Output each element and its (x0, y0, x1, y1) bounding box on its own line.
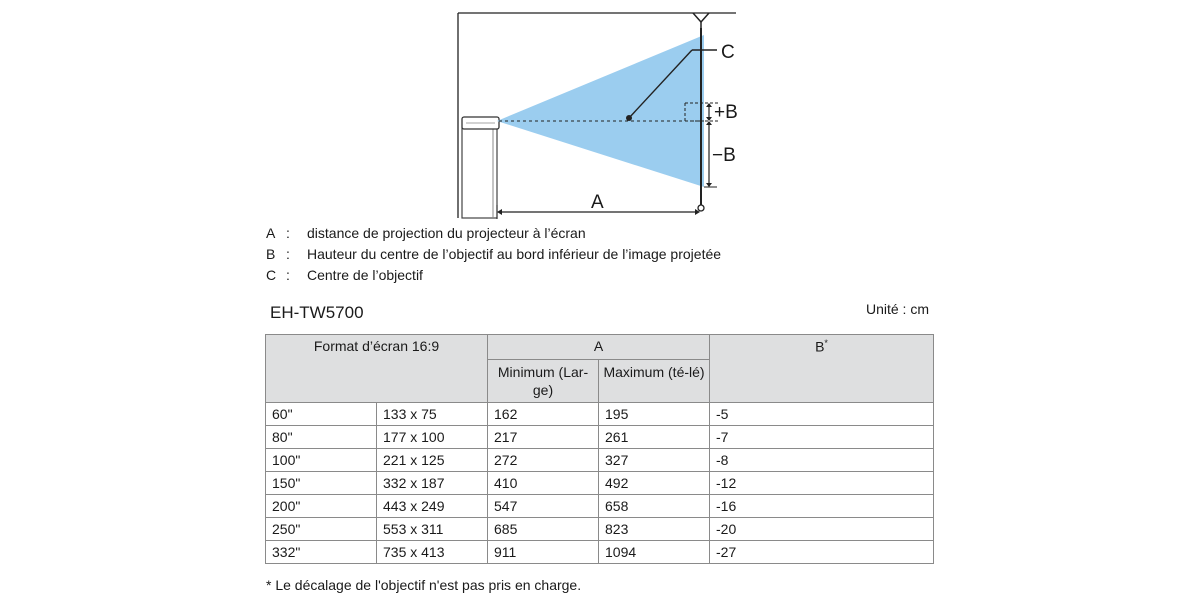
diagram-legend (266, 223, 721, 286)
cell-dimensions: 443 x 249 (377, 495, 488, 518)
cell-offset-b: -16 (710, 495, 934, 518)
cell-minimum: 410 (488, 472, 599, 495)
table-row (266, 518, 934, 541)
header-minimum: Minimum (Lar-ge) (488, 360, 599, 403)
header-screen-format: Format d’écran 16:9 (266, 335, 488, 403)
cell-dimensions: 553 x 311 (377, 518, 488, 541)
legend-letter: A (266, 225, 276, 241)
label-b-plus: +B (714, 102, 738, 123)
model-title: EH-TW5700 (270, 303, 364, 322)
cell-minimum: 272 (488, 449, 599, 472)
legend-separator: : (286, 225, 290, 241)
cell-size: 200" (266, 495, 377, 518)
legend-text: Hauteur du centre de l’objectif au bord inférieur de l’image projetée (307, 246, 722, 262)
legend-letter: C (266, 267, 277, 283)
table-row (266, 472, 934, 495)
plus-b-arrow (706, 103, 712, 121)
cell-offset-b: -20 (710, 518, 934, 541)
unit-label: Unité : cm (865, 301, 929, 317)
cell-minimum: 162 (488, 403, 599, 426)
label-b-minus: −B (712, 145, 736, 166)
projection-beam (497, 35, 704, 187)
projector-stand (462, 128, 497, 218)
cell-offset-b: -8 (710, 449, 934, 472)
cell-maximum: 492 (599, 472, 710, 495)
cell-minimum: 217 (488, 426, 599, 449)
label-c: C (721, 42, 735, 63)
cell-dimensions: 332 x 187 (377, 472, 488, 495)
table-row (266, 541, 934, 564)
legend-separator: : (286, 246, 290, 262)
cell-offset-b: -5 (710, 403, 934, 426)
header-offset-b-text: B (815, 338, 825, 355)
legend-text: distance de projection du projecteur à l’écran (307, 225, 586, 241)
cell-maximum: 658 (599, 495, 710, 518)
legend-item-b (266, 244, 721, 265)
projection-distance-table (265, 334, 934, 564)
cell-dimensions: 735 x 413 (377, 541, 488, 564)
cell-dimensions: 177 x 100 (377, 426, 488, 449)
header-maximum: Maximum (té-lé) (599, 360, 710, 403)
legend-text: Centre de l’objectif (307, 267, 423, 283)
legend-item-a (266, 223, 721, 244)
legend-item-c (266, 265, 721, 286)
cell-maximum: 1094 (599, 541, 710, 564)
table-row (266, 495, 934, 518)
cell-minimum: 685 (488, 518, 599, 541)
projector-icon (462, 117, 499, 129)
cell-size: 100" (266, 449, 377, 472)
footnote-mark: * (824, 338, 828, 348)
cell-size: 80" (266, 426, 377, 449)
cell-minimum: 547 (488, 495, 599, 518)
footnote: * Le décalage de l'objectif n'est pas pris en charge. (266, 577, 582, 593)
legend-separator: : (286, 267, 290, 283)
legend-letter: B (266, 246, 276, 262)
cell-offset-b: -7 (710, 426, 934, 449)
cell-maximum: 823 (599, 518, 710, 541)
header-offset-b (710, 335, 934, 403)
projection-diagram (0, 0, 1200, 222)
table-row (266, 449, 934, 472)
cell-dimensions: 133 x 75 (377, 403, 488, 426)
cell-size: 150" (266, 472, 377, 495)
cell-maximum: 261 (599, 426, 710, 449)
cell-minimum: 911 (488, 541, 599, 564)
header-distance-a: A (488, 335, 710, 360)
table-row (266, 426, 934, 449)
cell-size: 250" (266, 518, 377, 541)
table-row (266, 403, 934, 426)
cell-size: 60" (266, 403, 377, 426)
cell-size: 332" (266, 541, 377, 564)
cell-offset-b: -12 (710, 472, 934, 495)
label-a: A (591, 192, 604, 213)
cell-maximum: 195 (599, 403, 710, 426)
cell-maximum: 327 (599, 449, 710, 472)
cell-offset-b: -27 (710, 541, 934, 564)
cell-dimensions: 221 x 125 (377, 449, 488, 472)
